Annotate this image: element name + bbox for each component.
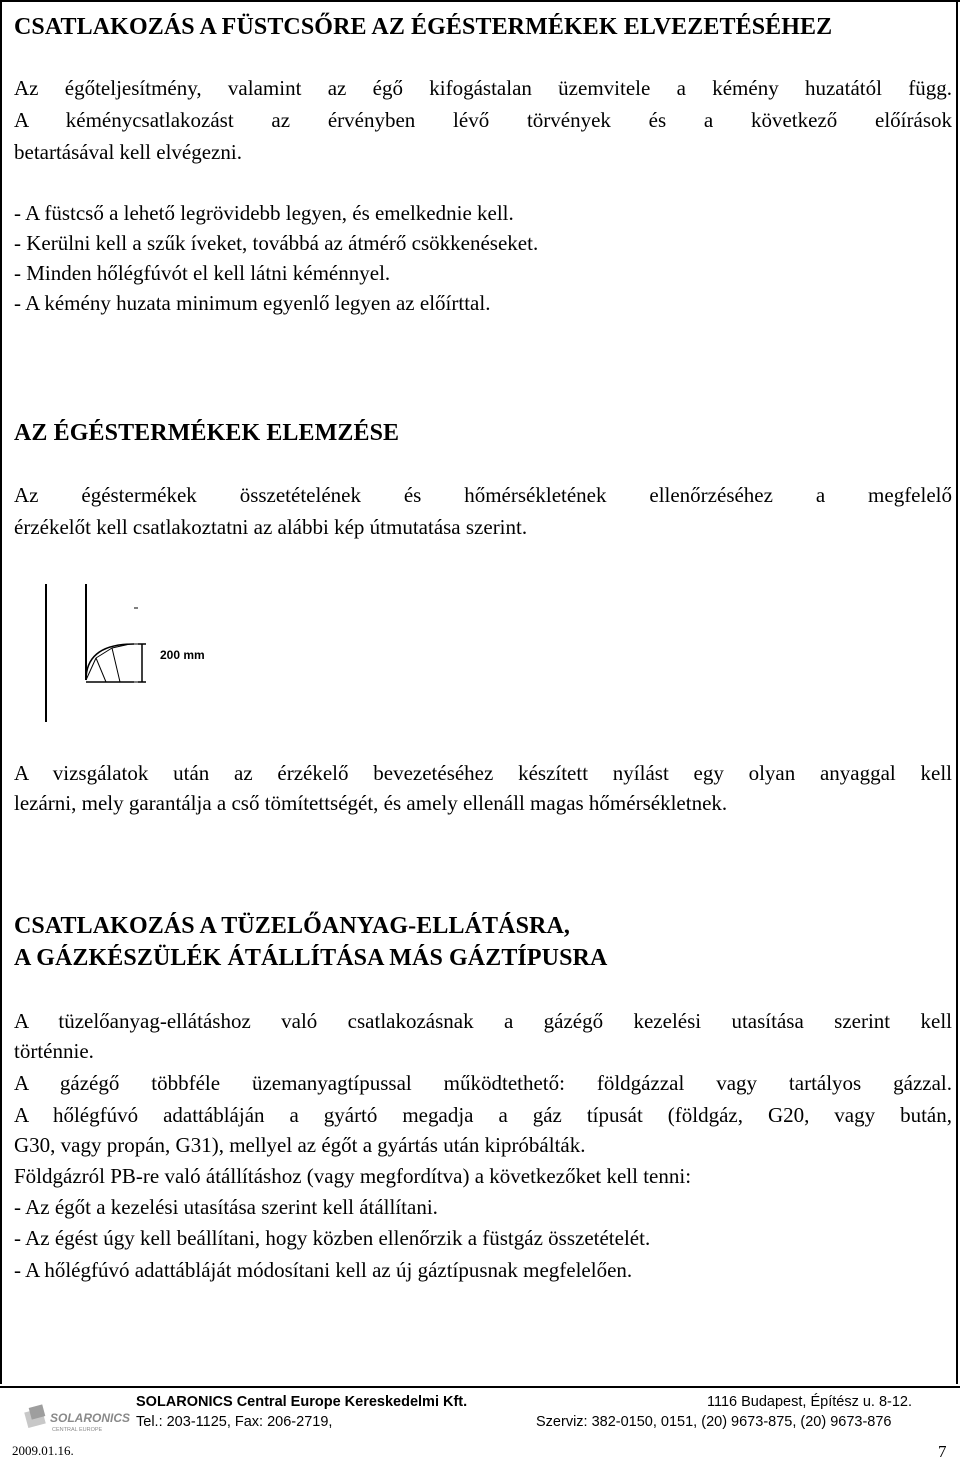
svg-text:CENTRAL EUROPE: CENTRAL EUROPE [52, 1427, 103, 1433]
bullet-item: - Kerülni kell a szűk íveket, továbbá az átmérő csökkenéseket. [14, 231, 539, 255]
section3-title-line1: CSATLAKOZÁS A TÜZELŐANYAG-ELLÁTÁSRA, [14, 913, 570, 939]
sensor-diagram [34, 578, 224, 728]
footer-company: SOLARONICS Central Europe Kereskedelmi Kft. [136, 1394, 468, 1410]
page-border-bottom [0, 1386, 960, 1388]
section1-para-line1: Az égőteljesítmény, valamint az égő kifogástalan üzemvitele a kémény huzatától függ. [14, 76, 952, 100]
section3-line: Földgázról PB-re való átállításhoz (vagy megfordítva) a következőket kell tenni: [14, 1164, 692, 1188]
section3-line: A gázégő többféle üzemanyagtípussal működtethető: földgázzal vagy tartályos gázzal. [14, 1071, 952, 1095]
section3-line: A hőlégfúvó adattábláján a gyártó megadja a gáz típusát (földgáz, G20, vagy bután, [14, 1103, 952, 1127]
section3-title-line2: A GÁZKÉSZÜLÉK ÁTÁLLÍTÁSA MÁS GÁZTÍPUSRA [14, 945, 608, 971]
svg-text:SOLARONICS: SOLARONICS [50, 1411, 131, 1425]
footer-phone: Tel.: 203-1125, Fax: 206-2719, [136, 1414, 333, 1430]
footer-address: 1116 Budapest, Építész u. 8-12. [707, 1394, 913, 1410]
footer-service: Szerviz: 382-0150, 0151, (20) 9673-875, (20) 9673-876 [536, 1414, 892, 1430]
section3-line: - A hőlégfúvó adattábláját módosítani kell az új gáztípusnak megfelelően. [14, 1258, 633, 1282]
diagram-dimension-label: 200 mm [160, 648, 205, 662]
section2-para2-line1: A vizsgálatok után az érzékelő bevezetéséhez készített nyílást egy olyan anyaggal kell [14, 761, 952, 785]
section2-title: AZ ÉGÉSTERMÉKEK ELEMZÉSE [14, 420, 400, 446]
section3-line: G30, vagy propán, G31), mellyel az égőt a gyártás után kipróbálták. [14, 1133, 586, 1157]
section2-para-line1: Az égéstermékek összetételének és hőmérsékletének ellenőrzéséhez a megfelelő [14, 483, 952, 507]
section3-line: - Az égést úgy kell beállítani, hogy közben ellenőrzik a füstgáz összetételét. [14, 1226, 651, 1250]
company-logo [22, 1400, 132, 1436]
section3-line: történnie. [14, 1039, 94, 1063]
section2-para2-line2: lezárni, mely garantálja a cső tömítettségét, és amely ellenáll magas hőmérsékletnek. [14, 791, 728, 815]
section1-title: CSATLAKOZÁS A FÜSTCSŐRE AZ ÉGÉSTERMÉKEK ELVEZETÉSÉHEZ [14, 14, 833, 40]
bullet-item: - Minden hőlégfúvót el kell látni kéménnyel. [14, 261, 391, 285]
solaronics-logo-icon [22, 1400, 132, 1436]
section3-line: A tüzelőanyag-ellátáshoz való csatlakozásnak a gázégő kezelési utasítása szerint kell [14, 1009, 952, 1033]
section1-para-line3: betartásával kell elvégezni. [14, 140, 242, 164]
section2-para-line2: érzékelőt kell csatlakoztatni az alábbi kép útmutatása szerint. [14, 515, 528, 539]
page-number: 7 [938, 1442, 947, 1461]
footer-date: 2009.01.16. [12, 1443, 74, 1458]
section3-line: - Az égőt a kezelési utasítása szerint kell átállítani. [14, 1195, 438, 1219]
section1-para-line2: A kéménycsatlakozást az érvényben lévő törvények és a következő előírások [14, 108, 952, 132]
bullet-item: - A kémény huzata minimum egyenlő legyen az előírttal. [14, 291, 491, 315]
bullet-item: - A füstcső a lehető legrövidebb legyen, és emelkednie kell. [14, 201, 514, 225]
